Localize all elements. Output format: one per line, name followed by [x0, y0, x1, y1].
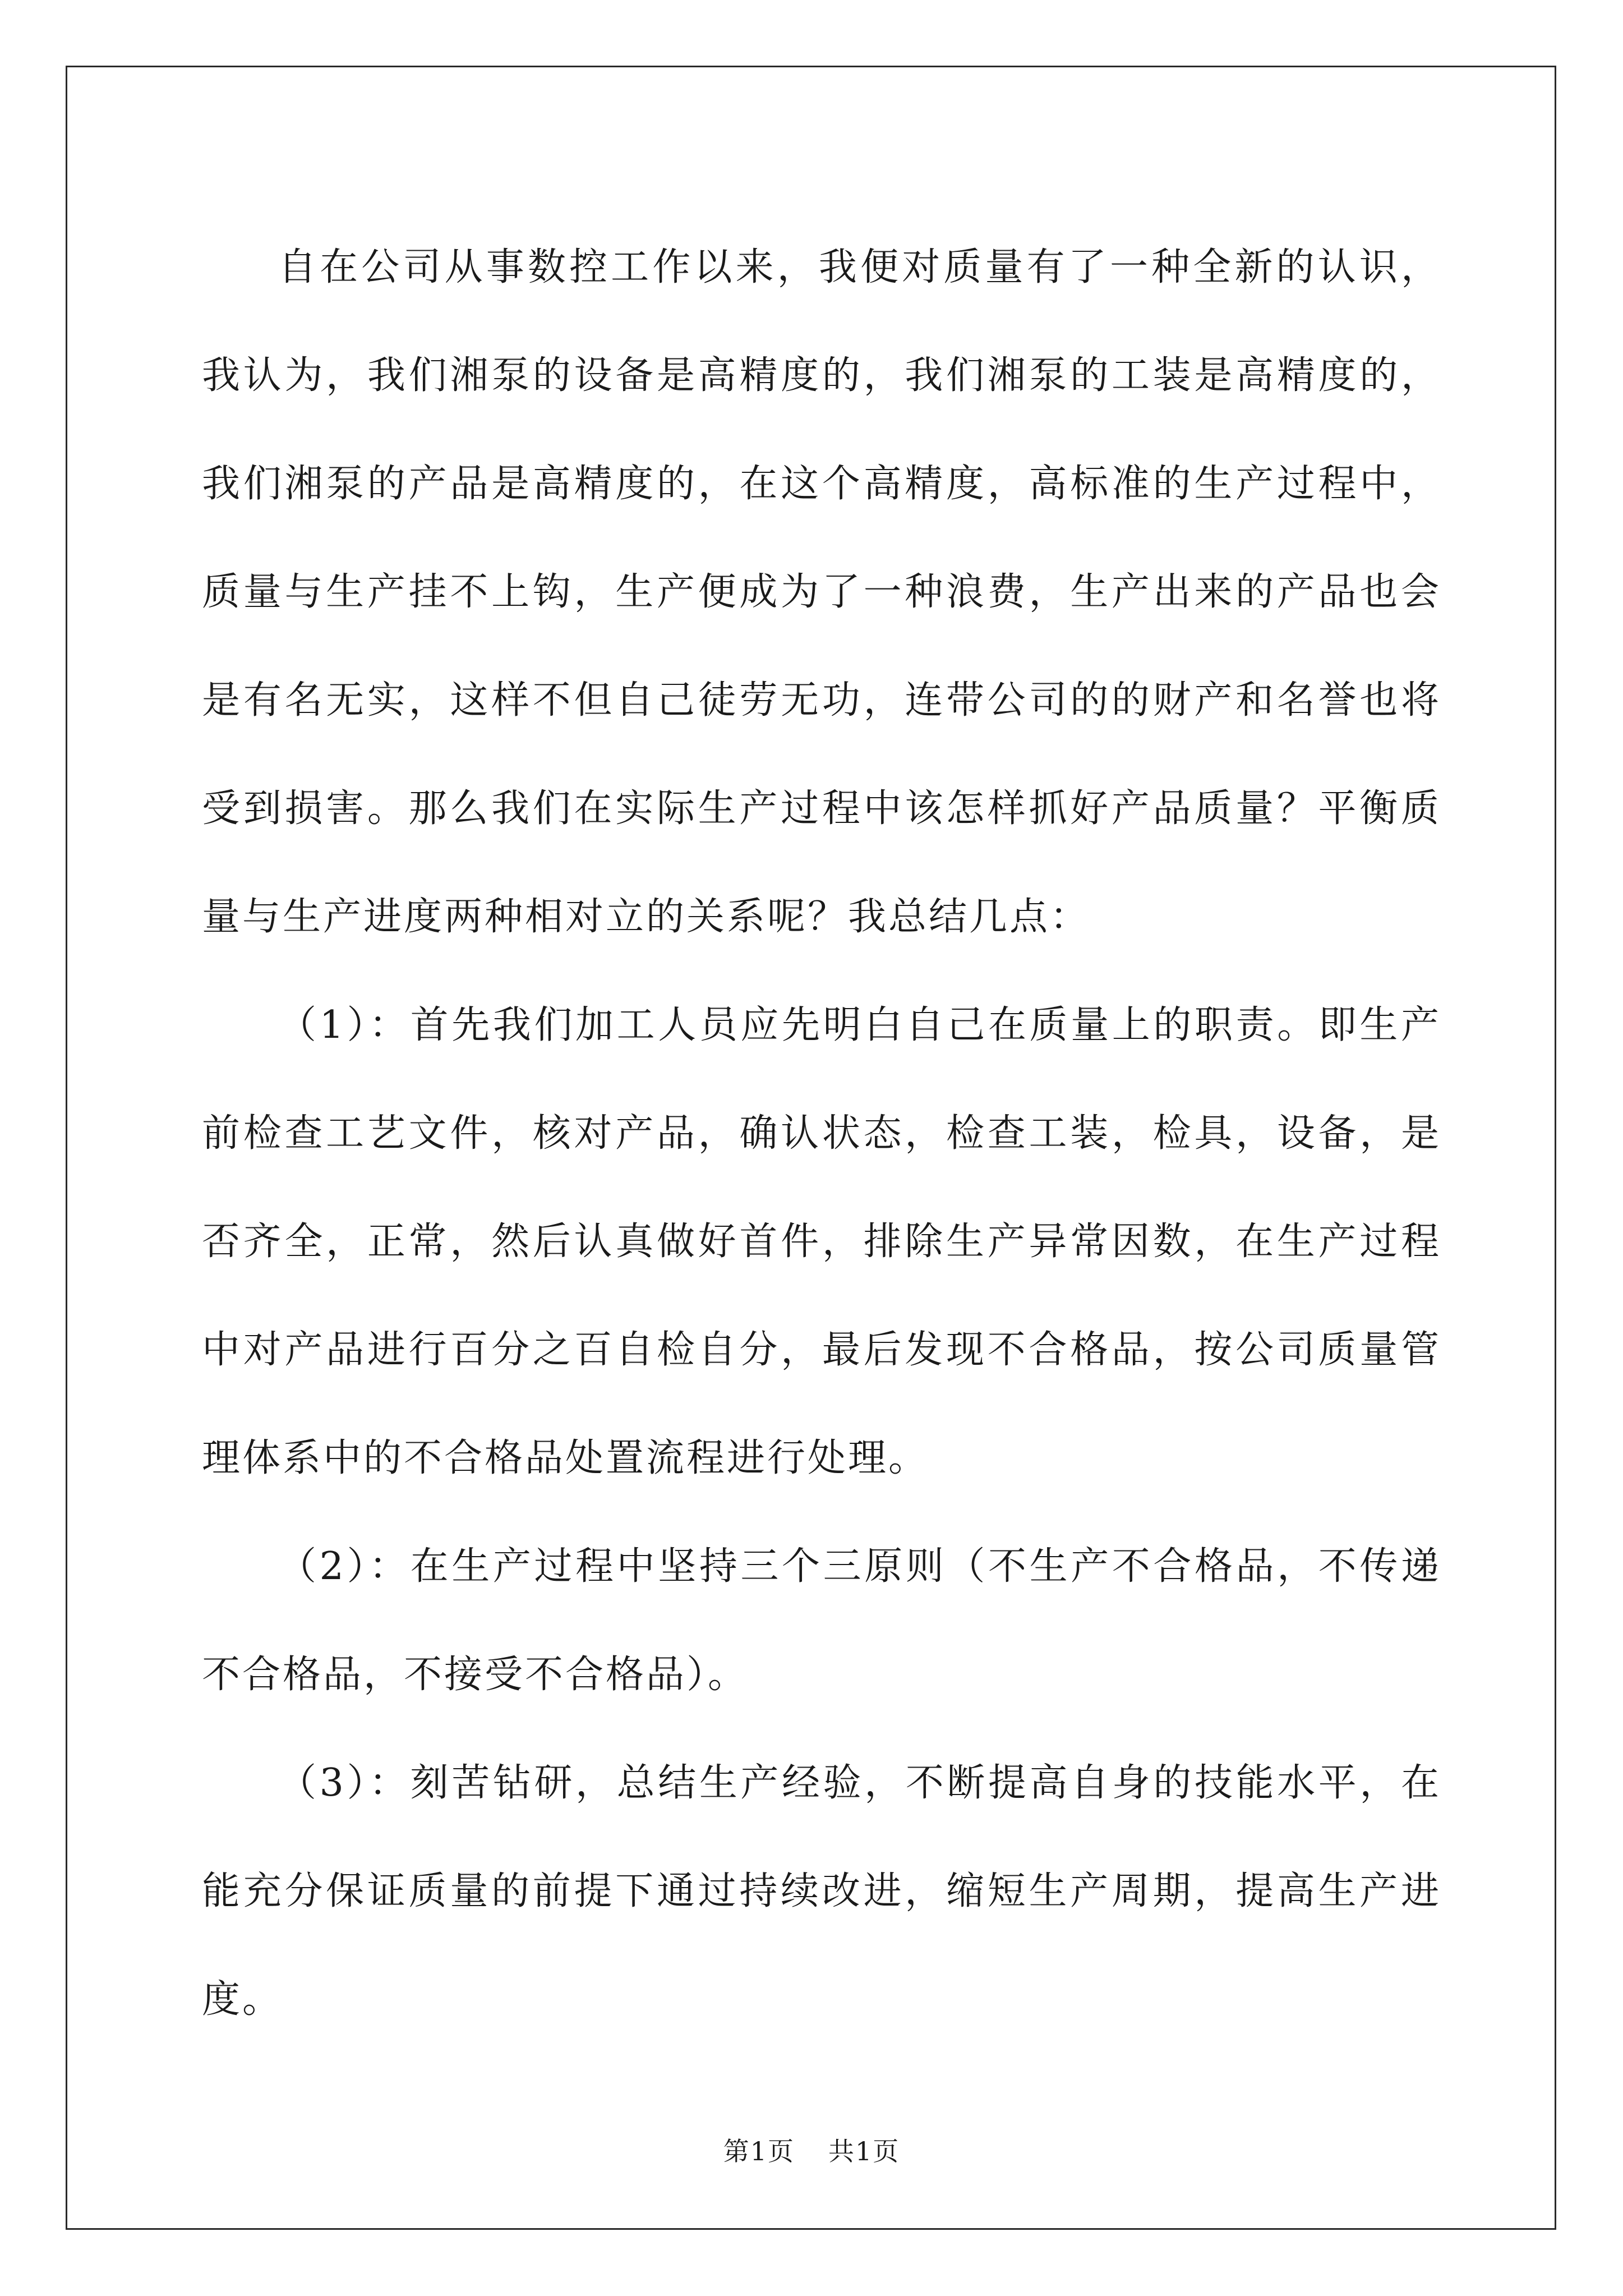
document-body — [202, 213, 1441, 2054]
page-number: 第1页 — [723, 2136, 795, 2166]
page-footer — [0, 2134, 1623, 2168]
paragraph-point-3: （3）：刻苦钻研，总结生产经验，不断提高自身的技能水平，在能充分保证质量的前提下通过持续改进，缩短生产周期，提高生产进度。 — [202, 1761, 1441, 2022]
paragraph-intro: 自在公司从事数控工作以来，我便对质量有了一种全新的认识，我认为，我们湘泵的设备是高精度的，我们湘泵的工装是高精度的，我们湘泵的产品是高精度的，在这个高精度，高标准的生产过程中，质量与生产挂不上钩，生产便成为了一种浪费，生产出来的产品也会是有名无实，这样不但自己徒劳无功，连带公司的的财产和名誉也将受到损害。那么我们在实际生产过程中该怎样抓好产品质量？平衡质量与生产进度两种相对立的关系呢？我总结几点： — [202, 245, 1441, 939]
paragraph-point-1: （1）：首先我们加工人员应先明白自己在质量上的职责。即生产前检查工艺文件，核对产品，确认状态，检查工装，检具，设备，是否齐全，正常，然后认真做好首件，排除生产异常因数，在生产过程中对产品进行百分之百自检自分，最后发现不合格品，按公司质量管理体系中的不合格品处置流程进行处理。 — [202, 1003, 1441, 1480]
paragraph-point-2: （2）：在生产过程中坚持三个三原则（不生产不合格品，不传递不合格品，不接受不合格品）。 — [202, 1544, 1441, 1697]
page-total: 共1页 — [828, 2136, 900, 2166]
